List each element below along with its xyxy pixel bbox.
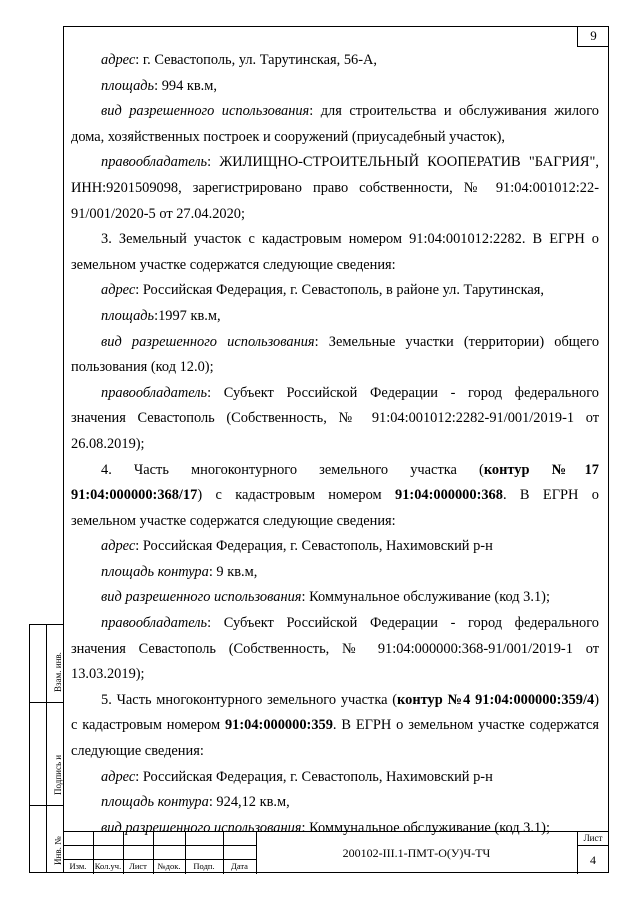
paragraph: адрес: Российская Федерация, г. Севастополь, в районе ул. Тарутинская, [101,282,545,299]
col-data: Дата [231,861,248,871]
document-code: 200102-III.1-ПМТ-О(У)Ч-ТЧ [342,846,491,860]
sheet-label: Лист [577,832,609,846]
col-izm: Изм. [69,861,87,871]
title-block [63,831,609,873]
paragraph: адрес: г. Севастополь, ул. Тарутинская, 56-А, [101,52,378,68]
paragraph: вид разрешенного использования: Земельные участки (территории) общего пользования (код 12.0); [71,333,600,376]
paragraph: площадь:1997 кв.м, [101,307,221,324]
paragraph: вид разрешенного использования: Коммунальное обслуживание (код 3.1); [101,589,550,606]
paragraph: вид разрешенного использования: для строительства и обслуживания жилого дома, хозяйственных построек и сооружений (приусадебный участок), [71,103,599,145]
side-stamp [29,624,63,873]
paragraph: правообладатель: Субъект Российской Федерации - город федерального значения Севастополь (Собственность, № 91:04:001012:2282-91/001/2019-1 от 26.08.2019); [71,384,599,452]
side-stamp-divider [30,702,64,703]
document-body [71,48,599,841]
side-stamp-col-1 [30,625,47,872]
paragraph: адрес: Российская Федерация, г. Севастополь, Нахимовский р-н [101,538,493,555]
col-kol-uch: Кол.уч. [94,861,122,871]
paragraph: площадь контура: 9 кв.м, [101,563,258,580]
col-list: Лист [129,861,147,871]
page-number: 9 [577,26,609,47]
paragraph: площадь контура: 924,12 кв.м, [101,794,290,811]
title-block-row-line [63,845,256,846]
paragraph: правообладатель: Субъект Российской Федерации - город федерального значения Севастополь (Собственность, № 91:04:000000:368-91/001/2019-1 от 13.03.2019); [71,615,599,683]
col-ndok: №док. [157,861,181,871]
paragraph: 3. Земельный участок с кадастровым номером 91:04:001012:2282. В ЕГРН о земельном участке содержатся следующие сведения: [71,231,599,273]
col-podp: Подп. [193,861,215,871]
title-block-row-line [63,859,256,860]
paragraph: адрес: Российская Федерация, г. Севастополь, Нахимовский р-н [101,768,493,785]
side-label-inv: Инв. № [53,836,63,865]
paragraph: площадь: 994 кв.м, [101,77,217,94]
paragraph: правообладатель: ЖИЛИЩНО-СТРОИТЕЛЬНЫЙ КООПЕРАТИВ "БАГРИЯ", ИНН:9201509098, зарегистрировано право собственности, № 91:04:001012:22-91/001/2020-5 от 27.04.2020; [71,154,599,222]
sheet-number: 4 [590,853,596,867]
paragraph: вид разрешенного использования: Коммунальное обслуживание (код 3.1); [101,819,550,836]
paragraph: 4. Часть многоконтурного земельного участка (контур №17 91:04:000000:368/17) с кадастровым номером 91:04:000000:368. В ЕГРН о земельном участке содержатся следующие сведения: [71,461,599,529]
side-label-podpis: Подпись и [53,754,63,795]
paragraph: 5. Часть многоконтурного земельного участка (контур №4 91:04:000000:359/4) с кадастровым номером 91:04:000000:359. В ЕГРН о земельном участке содержатся следующие сведения: [71,691,599,760]
side-label-vzam: Взам. инв. [53,652,63,692]
side-stamp-divider [30,805,64,806]
